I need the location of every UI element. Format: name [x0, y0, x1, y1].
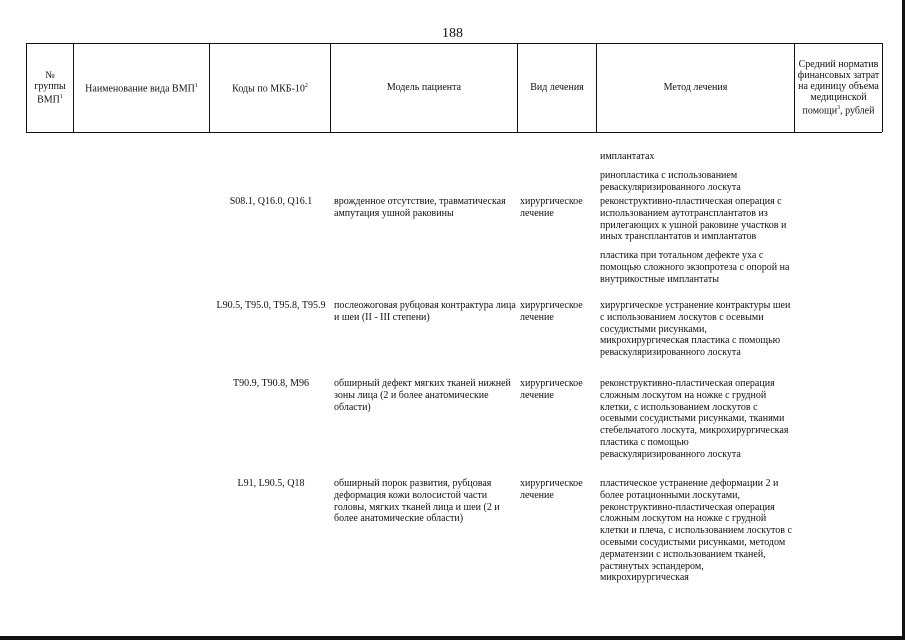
icd-codes-cell: S08.1, Q16.0, Q16.1 — [229, 196, 313, 207]
method-text: пластика при тотальном дефекте уха с помощью сложного экзопротеза с опорой на внутрикостные имплантаты — [600, 250, 790, 285]
patient-model-cell: обширный дефект мягких тканей нижней зоны лица (2 и более анатомические области) — [334, 378, 511, 413]
patient-model-cell: обширный порок развития, рубцовая деформация кожи волосистой части головы, мягких тканей лица и шеи (2 и более анатомические области) — [334, 478, 500, 525]
header-bottom-border — [26, 132, 882, 133]
treatment-type-cell: хирургическое лечение — [520, 300, 583, 323]
treatment-type-cell: хирургическое лечение — [520, 478, 583, 501]
header-patient-model: Модель пациента — [386, 82, 462, 93]
patient-model-cell: врожденное отсутствие, травматическая ампутация ушной раковины — [334, 196, 506, 219]
scan-edge-bottom — [0, 636, 905, 640]
method-text: ринопластика с использованием реваскуляризированного лоскута — [600, 169, 741, 193]
method-cell — [600, 478, 793, 584]
method-cell — [600, 378, 793, 461]
icd-codes-cell: L90.5, T95.0, T95.8, T95.9 — [216, 300, 326, 311]
icd-codes-cell: T90.9, T90.8, M96 — [233, 378, 309, 389]
method-text: хирургическое устранение контрактуры шеи с использованием лоскутов с осевыми сосудистыми рисунками, микрохирургическая пластика с помощью реваскуляризированного лоскута — [600, 300, 791, 359]
icd-codes-cell: L91, L90.5, Q18 — [237, 478, 305, 489]
header-cost-norm: Средний норматив финансовых затрат на единицу объема медицинской помощи$^3$, рублей — [797, 58, 880, 117]
page-number: 188 — [442, 26, 463, 41]
method-text: реконструктивно-пластическая операция с использованием аутотрансплантатов из прилегающих к ушной раковине участков и иных трансплантатов и имплантатов — [600, 196, 787, 243]
method-cell — [600, 151, 793, 193]
method-cell — [600, 196, 793, 286]
header-group-number: № группы ВМП$^1$ — [34, 69, 66, 106]
header-vmp-name: Наименование вида ВМП$^1$ — [85, 82, 198, 95]
method-cell — [600, 300, 793, 359]
treatment-type-cell: хирургическое лечение — [520, 378, 583, 401]
header-icd-codes: Коды по МКБ-$10^2$ — [232, 82, 308, 95]
header-treatment-method: Метод лечения — [663, 82, 728, 93]
column-divider — [882, 43, 883, 132]
method-text: имплантатах — [600, 151, 655, 162]
method-text: пластическое устранение деформации 2 и более ротационными лоскутами, реконструктивно-пластическая операция сложным лоскутом на ножке с грудной клетки и плеча, с использованием лоскутов с осевыми сосудистыми рисунками, методом дерматензии с использованием тканей, растянутых эспандером, микрохирургическая — [600, 478, 792, 584]
patient-model-cell: послеожоговая рубцовая контрактура лица и шеи (II - III степени) — [334, 300, 516, 323]
header-treatment-type: Вид лечения — [530, 82, 584, 93]
method-text: реконструктивно-пластическая операция сложным лоскутом на ножке с грудной клетки, с использованием лоскутов с осевыми сосудистыми рисунками, тканями стебельчатого лоскута, микрохирургическая пластика с помощью реваскуляризированного лоскута — [600, 378, 789, 460]
treatment-type-cell: хирургическое лечение — [520, 196, 583, 219]
